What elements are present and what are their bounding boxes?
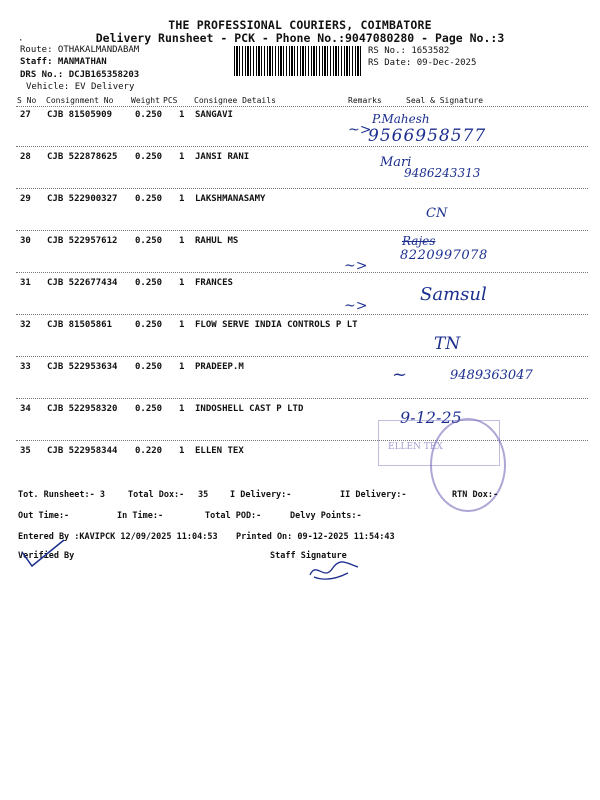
row-pcs: 1 bbox=[179, 152, 185, 162]
row-weight: 0.250 bbox=[135, 320, 163, 330]
drs-number: DRS No.: DCJB165358203 bbox=[20, 70, 140, 80]
row-weight: 0.220 bbox=[135, 446, 163, 456]
row-sno: 28 bbox=[20, 152, 31, 162]
verified-by-label: Verified By bbox=[18, 551, 75, 561]
rs-date: RS Date: 09-Dec-2025 bbox=[368, 58, 477, 68]
row-sno: 27 bbox=[20, 110, 31, 120]
row-consignee: JANSI RANI bbox=[195, 152, 250, 162]
handwritten-arrow: ~> bbox=[344, 298, 368, 314]
row-consignment: CJB 522900327 bbox=[47, 194, 118, 204]
col-sno: S No bbox=[17, 96, 37, 105]
handwritten-phone: 8220997078 bbox=[400, 248, 488, 263]
table-row bbox=[0, 152, 600, 164]
row-pcs: 1 bbox=[179, 446, 185, 456]
row-consignee: PRADEEP.M bbox=[195, 362, 244, 372]
handwritten-arrow: ~> bbox=[348, 122, 372, 138]
staff-label: Staff: MANMATHAN bbox=[20, 57, 107, 67]
in-time-label: In Time:- bbox=[117, 511, 164, 521]
row-consignment: CJB 522958344 bbox=[47, 446, 118, 456]
handwritten-name: P.Mahesh bbox=[372, 112, 430, 126]
row-pcs: 1 bbox=[179, 362, 185, 372]
row-pcs: 1 bbox=[179, 194, 185, 204]
col-seal-signature: Seal & Signature bbox=[406, 96, 484, 105]
row-weight: 0.250 bbox=[135, 194, 163, 204]
row-sno: 34 bbox=[20, 404, 31, 414]
header-divider bbox=[16, 106, 588, 107]
vehicle-label: Vehicle: EV Delivery bbox=[26, 82, 135, 92]
row-divider bbox=[16, 188, 588, 189]
row-pcs: 1 bbox=[179, 278, 185, 288]
row-consignee: FLOW SERVE INDIA CONTROLS P LT bbox=[195, 320, 358, 330]
entered-by: Entered By :KAVIPCK 12/09/2025 11:04:53 bbox=[18, 532, 218, 542]
row-divider bbox=[16, 272, 588, 273]
total-pod-label: Total POD:- bbox=[205, 511, 262, 521]
handwritten-scribble: ~ bbox=[392, 364, 408, 385]
company-title: THE PROFESSIONAL COURIERS, COIMBATORE bbox=[168, 18, 432, 32]
row-sno: 30 bbox=[20, 236, 31, 246]
ii-delivery-label: II Delivery:- bbox=[340, 490, 407, 500]
row-consignee: ELLEN TEX bbox=[195, 446, 244, 456]
rs-number: RS No.: 1653582 bbox=[368, 46, 450, 56]
row-sno: 35 bbox=[20, 446, 31, 456]
staff-signature-label: Staff Signature bbox=[270, 551, 347, 561]
row-weight: 0.250 bbox=[135, 110, 163, 120]
handwritten-mark: CN bbox=[426, 206, 448, 221]
row-consignment: CJB 81505909 bbox=[47, 110, 113, 120]
col-consignment: Consignment No bbox=[46, 96, 114, 105]
col-weight: Weight bbox=[131, 96, 160, 105]
row-consignee: LAKSHMANASAMY bbox=[195, 194, 266, 204]
row-divider bbox=[16, 356, 588, 357]
total-dox-label: Total Dox:- bbox=[128, 490, 185, 500]
handwritten-arrow: ~> bbox=[344, 258, 368, 274]
row-divider bbox=[16, 398, 588, 399]
row-consignment: CJB 522958320 bbox=[47, 404, 118, 414]
table-row bbox=[0, 194, 600, 206]
table-row bbox=[0, 278, 600, 290]
table-row bbox=[0, 110, 600, 122]
runsheet-barcode bbox=[234, 46, 362, 76]
col-remarks: Remarks bbox=[348, 96, 382, 105]
row-sno: 31 bbox=[20, 278, 31, 288]
route-label: Route: OTHAKALMANDABAM bbox=[20, 45, 140, 55]
total-dox-value: 35 bbox=[198, 490, 209, 500]
delvy-points-label: Delvy Points:- bbox=[290, 511, 362, 521]
row-weight: 0.250 bbox=[135, 152, 163, 162]
row-sno: 33 bbox=[20, 362, 31, 372]
handwritten-phone: 9486243313 bbox=[404, 166, 481, 180]
row-divider bbox=[16, 440, 588, 441]
handwritten-signature: Samsul bbox=[420, 284, 487, 305]
row-pcs: 1 bbox=[179, 404, 185, 414]
col-consignee: Consignee Details bbox=[194, 96, 276, 105]
handwritten-date: 9-12-25 bbox=[400, 408, 462, 427]
runsheet-subtitle: Delivery Runsheet - PCK - Phone No.:9047080280 - Page No.:3 bbox=[95, 31, 505, 45]
col-pcs: PCS bbox=[163, 96, 178, 105]
row-weight: 0.250 bbox=[135, 278, 163, 288]
table-row bbox=[0, 446, 600, 458]
handwritten-name: Mari bbox=[380, 155, 412, 170]
row-weight: 0.250 bbox=[135, 404, 163, 414]
row-sno: 29 bbox=[20, 194, 31, 204]
row-consignment: CJB 522878625 bbox=[47, 152, 118, 162]
staff-signature-scribble bbox=[306, 555, 362, 583]
row-pcs: 1 bbox=[179, 110, 185, 120]
table-row bbox=[0, 236, 600, 248]
row-weight: 0.250 bbox=[135, 236, 163, 246]
row-consignment: CJB 522953634 bbox=[47, 362, 118, 372]
row-divider bbox=[16, 230, 588, 231]
row-pcs: 1 bbox=[179, 236, 185, 246]
row-sno: 32 bbox=[20, 320, 31, 330]
row-divider bbox=[16, 314, 588, 315]
row-consignee: INDOSHELL CAST P LTD bbox=[195, 404, 304, 414]
verified-checkmark bbox=[18, 538, 68, 570]
table-row bbox=[0, 320, 600, 332]
handwritten-phone: 9566958577 bbox=[368, 126, 487, 146]
row-weight: 0.250 bbox=[135, 362, 163, 372]
row-consignment: CJB 522957612 bbox=[47, 236, 118, 246]
header-dot: · bbox=[18, 36, 24, 46]
table-row bbox=[0, 404, 600, 416]
row-consignment: CJB 522677434 bbox=[47, 278, 118, 288]
handwritten-phone: 9489363047 bbox=[450, 368, 533, 383]
rtn-dox-label: RTN Dox:- bbox=[452, 490, 499, 500]
row-consignee: RAHUL MS bbox=[195, 236, 239, 246]
stamp-text: ELLEN TEX bbox=[388, 442, 443, 452]
row-divider bbox=[16, 146, 588, 147]
row-consignee: SANGAVI bbox=[195, 110, 233, 120]
total-runsheet: Tot. Runsheet:- 3 bbox=[18, 490, 105, 500]
printed-on: Printed On: 09-12-2025 11:54:43 bbox=[236, 532, 395, 542]
i-delivery-label: I Delivery:- bbox=[230, 490, 292, 500]
out-time-label: Out Time:- bbox=[18, 511, 70, 521]
row-pcs: 1 bbox=[179, 320, 185, 330]
row-consignee: FRANCES bbox=[195, 278, 233, 288]
row-consignment: CJB 81505861 bbox=[47, 320, 113, 330]
handwritten-mark: TN bbox=[434, 334, 461, 354]
handwritten-name: Rajes bbox=[402, 234, 436, 248]
